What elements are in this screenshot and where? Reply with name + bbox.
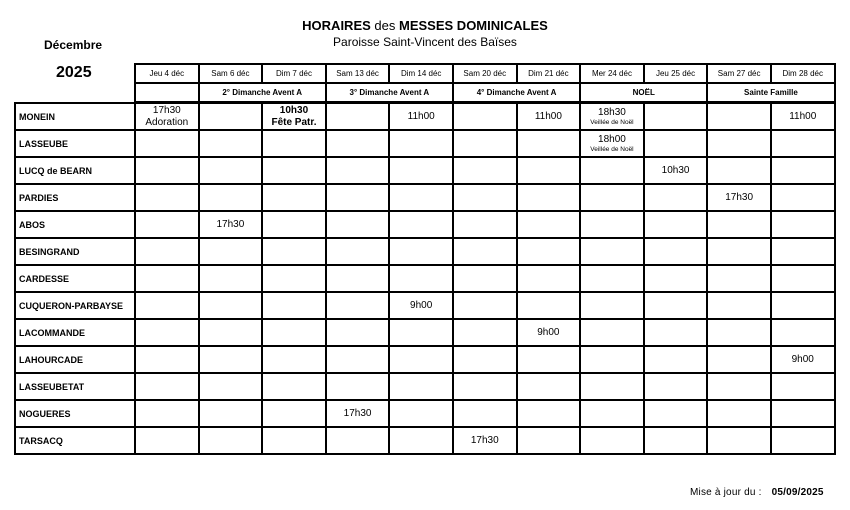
mass-time: 11h00: [407, 110, 435, 122]
mass-time-cell: [771, 184, 835, 211]
mass-time-cell: [517, 346, 581, 373]
mass-time-cell: [580, 211, 644, 238]
mass-time-cell: [517, 319, 581, 346]
mass-time-cell: [326, 130, 390, 157]
mass-time-cell: [199, 211, 263, 238]
mass-time: 10h30: [279, 104, 309, 116]
mass-time-cell: [453, 427, 517, 454]
mass-time-cell: [389, 103, 453, 130]
mass-time-cell: [389, 157, 453, 184]
mass-time-cell: [771, 346, 835, 373]
date-header-cell: Sam 13 déc: [326, 64, 390, 83]
mass-time-cell: [453, 265, 517, 292]
mass-time-cell: [517, 211, 581, 238]
mass-time-cell: [389, 427, 453, 454]
place-name-cell: LASSEUBE: [15, 130, 135, 157]
mass-time-cell: [262, 211, 326, 238]
mass-time-cell: [199, 292, 263, 319]
mass-time-cell: [199, 103, 263, 130]
mass-time-cell: [453, 373, 517, 400]
mass-time-cell: [326, 238, 390, 265]
mass-detail: Fête Patr.: [271, 116, 317, 128]
mass-time-cell: [580, 400, 644, 427]
place-name-cell: CUQUERON-PARBAYSE: [15, 292, 135, 319]
mass-time-cell: [707, 265, 771, 292]
place-name-cell: PARDIES: [15, 184, 135, 211]
mass-time-cell: [135, 346, 199, 373]
mass-note: Veillée de Noël: [590, 145, 634, 153]
mass-time-cell: [262, 157, 326, 184]
mass-time-cell: [771, 157, 835, 184]
mass-time-cell: [644, 292, 708, 319]
date-header-cell: Sam 6 déc: [199, 64, 263, 83]
place-name-cell: ABOS: [15, 211, 135, 238]
mass-time-cell: [262, 265, 326, 292]
schedule-table: [14, 102, 836, 455]
mass-time-cell: [199, 346, 263, 373]
mass-time-cell: [707, 427, 771, 454]
mass-time: 17h30: [725, 191, 754, 203]
mass-time-cell: [580, 184, 644, 211]
schedule-row: [15, 346, 835, 373]
mass-time-cell: [644, 130, 708, 157]
mass-time-cell: [644, 184, 708, 211]
mass-time-cell: [389, 184, 453, 211]
mass-time-cell: [389, 373, 453, 400]
schedule-row: [15, 157, 835, 184]
mass-time-cell: [707, 319, 771, 346]
mass-time-cell: [326, 157, 390, 184]
mass-time-cell: [517, 292, 581, 319]
schedule-row: [15, 103, 835, 130]
place-name-cell: TARSACQ: [15, 427, 135, 454]
mass-time-cell: [517, 103, 581, 130]
mass-time-cell: [517, 184, 581, 211]
mass-time-cell: [326, 373, 390, 400]
mass-time-cell: [453, 157, 517, 184]
mass-time-cell: [135, 319, 199, 346]
mass-time-cell: [644, 346, 708, 373]
mass-time-cell: [453, 292, 517, 319]
schedule-row: [15, 238, 835, 265]
mass-time-cell: [707, 211, 771, 238]
mass-time-cell: [580, 265, 644, 292]
schedule-row: [15, 427, 835, 454]
schedule-row: [15, 184, 835, 211]
mass-time-cell: [707, 292, 771, 319]
mass-time-cell: [326, 265, 390, 292]
mass-time-cell: [389, 238, 453, 265]
mass-time-cell: [262, 319, 326, 346]
place-name-cell: LUCQ de BEARN: [15, 157, 135, 184]
mass-time-cell: [453, 103, 517, 130]
feast-cell-noel: NOËL: [580, 83, 707, 102]
mass-time-cell: [389, 400, 453, 427]
mass-time-cell: [262, 373, 326, 400]
date-header-cell: Jeu 4 déc: [135, 64, 199, 83]
mass-time-cell: [771, 292, 835, 319]
feast-cell-blank: [135, 83, 199, 102]
mass-time-cell: [771, 130, 835, 157]
mass-time-cell: [644, 157, 708, 184]
mass-time-cell: [453, 400, 517, 427]
date-header-cell: Dim 21 déc: [517, 64, 581, 83]
mass-time-cell: [199, 265, 263, 292]
mass-time-cell: [644, 319, 708, 346]
mass-time-cell: [580, 238, 644, 265]
mass-time-cell: [707, 184, 771, 211]
title-rest-part: MESSES DOMINICALES: [399, 18, 548, 33]
mass-time: 9h00: [791, 353, 814, 365]
mass-time-cell: [453, 184, 517, 211]
mass-time-cell: [771, 373, 835, 400]
mass-time-cell: [262, 427, 326, 454]
mass-time-cell: [517, 400, 581, 427]
feast-cell-avent-3: 3° Dimanche Avent A: [326, 83, 453, 102]
mass-time-cell: [707, 346, 771, 373]
mass-time-cell: [326, 427, 390, 454]
mass-time-cell: [771, 103, 835, 130]
mass-time-cell: [644, 373, 708, 400]
mass-time: 17h30: [343, 407, 372, 419]
mass-time-cell: [135, 373, 199, 400]
mass-time-cell: [580, 157, 644, 184]
mass-time-cell: [517, 265, 581, 292]
mass-time-cell: [707, 130, 771, 157]
mass-time-cell: [644, 211, 708, 238]
schedule-row: [15, 373, 835, 400]
schedule-row: [15, 292, 835, 319]
mass-detail: Adoration: [145, 116, 189, 128]
page-subtitle: Paroisse Saint-Vincent des Baïses: [333, 35, 517, 49]
mass-time-cell: [707, 400, 771, 427]
mass-time-cell: [707, 238, 771, 265]
mass-time-cell: [389, 292, 453, 319]
date-header-cell: Dim 7 déc: [262, 64, 326, 83]
mass-time-cell: [199, 130, 263, 157]
mass-time-cell: [517, 373, 581, 400]
feast-cell-avent-4: 4° Dimanche Avent A: [453, 83, 580, 102]
mass-time-cell: [453, 130, 517, 157]
mass-time-cell: [771, 400, 835, 427]
title-bold-part: HORAIRES: [302, 18, 371, 33]
mass-time-cell: [199, 157, 263, 184]
mass-time-cell: [453, 346, 517, 373]
mass-time-cell: [135, 238, 199, 265]
mass-time: 10h30: [661, 164, 690, 176]
mass-time-cell: [453, 238, 517, 265]
mass-time: 18h30: [598, 106, 626, 118]
mass-time-cell: [199, 373, 263, 400]
mass-time-cell: [135, 400, 199, 427]
mass-time-cell: [580, 103, 644, 130]
mass-time-cell: [707, 157, 771, 184]
mass-time-cell: [135, 103, 199, 130]
feasts-row: [135, 83, 835, 102]
mass-time: 9h00: [410, 299, 433, 311]
mass-time-cell: [644, 103, 708, 130]
schedule-row: [15, 211, 835, 238]
mass-time: 17h30: [152, 104, 181, 116]
mass-time: 18h00: [598, 133, 626, 145]
schedule-row: [15, 319, 835, 346]
mass-time-cell: [135, 427, 199, 454]
mass-time-cell: [389, 130, 453, 157]
mass-time-cell: [580, 130, 644, 157]
mass-time-cell: [644, 238, 708, 265]
mass-time-cell: [135, 265, 199, 292]
mass-time-cell: [262, 400, 326, 427]
place-name-cell: BESINGRAND: [15, 238, 135, 265]
mass-time: 17h30: [470, 434, 499, 446]
mass-time-cell: [389, 319, 453, 346]
mass-time-cell: [580, 319, 644, 346]
mass-time-cell: [771, 265, 835, 292]
schedule-row: [15, 400, 835, 427]
date-header-cell: Jeu 25 déc: [644, 64, 708, 83]
place-name-cell: LASSEUBETAT: [15, 373, 135, 400]
mass-time-cell: [262, 292, 326, 319]
schedule-body: [15, 103, 835, 454]
year-label: 2025: [56, 64, 92, 81]
schedule-row: [15, 265, 835, 292]
mass-time-cell: [135, 184, 199, 211]
mass-time-cell: [326, 103, 390, 130]
mass-time-cell: [644, 265, 708, 292]
mass-time-cell: [580, 292, 644, 319]
mass-time-cell: [453, 319, 517, 346]
mass-time-cell: [199, 400, 263, 427]
mass-time-cell: [644, 400, 708, 427]
date-header-cell: Dim 14 déc: [389, 64, 453, 83]
schedule-row: [15, 130, 835, 157]
place-name-cell: NOGUERES: [15, 400, 135, 427]
title-light-part: des: [374, 18, 396, 33]
mass-time-cell: [644, 427, 708, 454]
mass-time-cell: [707, 103, 771, 130]
mass-time-cell: [326, 211, 390, 238]
mass-time: 11h00: [789, 110, 817, 122]
mass-time: 11h00: [534, 110, 562, 122]
date-header-cell: Mer 24 déc: [580, 64, 644, 83]
mass-time-cell: [199, 238, 263, 265]
feast-cell-avent-2: 2° Dimanche Avent A: [199, 83, 326, 102]
page-title: [0, 18, 850, 33]
mass-time-cell: [517, 427, 581, 454]
mass-time-cell: [199, 319, 263, 346]
mass-time-cell: [771, 427, 835, 454]
mass-time-cell: [517, 238, 581, 265]
mass-time-cell: [580, 427, 644, 454]
mass-time-cell: [262, 238, 326, 265]
mass-time-cell: [389, 265, 453, 292]
update-info: [690, 487, 824, 498]
month-label: Décembre: [44, 38, 103, 52]
mass-time: 17h30: [216, 218, 245, 230]
place-name-cell: LAHOURCADE: [15, 346, 135, 373]
mass-time-cell: [326, 319, 390, 346]
date-header-cell: Sam 27 déc: [707, 64, 771, 83]
mass-time-cell: [517, 157, 581, 184]
mass-time-cell: [262, 184, 326, 211]
mass-time-cell: [771, 319, 835, 346]
mass-time-cell: [135, 157, 199, 184]
date-header-cell: Sam 20 déc: [453, 64, 517, 83]
mass-time-cell: [135, 130, 199, 157]
place-name-cell: MONEIN: [15, 103, 135, 130]
feast-cell-sainte-famille: Sainte Famille: [707, 83, 834, 102]
mass-time-cell: [580, 373, 644, 400]
mass-time-cell: [199, 427, 263, 454]
mass-time-cell: [326, 292, 390, 319]
mass-time-cell: [517, 130, 581, 157]
mass-time-cell: [771, 238, 835, 265]
mass-time-cell: [580, 346, 644, 373]
date-header-cell: Dim 28 déc: [771, 64, 835, 83]
place-name-cell: CARDESSE: [15, 265, 135, 292]
schedule-header-table: [134, 63, 836, 103]
mass-time-cell: [389, 211, 453, 238]
mass-time-cell: [262, 346, 326, 373]
mass-time-cell: [262, 103, 326, 130]
mass-note: Veillée de Noël: [590, 118, 634, 126]
mass-time-cell: [453, 211, 517, 238]
mass-time-cell: [326, 184, 390, 211]
mass-time-cell: [135, 292, 199, 319]
mass-time-cell: [326, 346, 390, 373]
mass-time-cell: [326, 400, 390, 427]
mass-time-cell: [135, 211, 199, 238]
mass-time-cell: [389, 346, 453, 373]
mass-time-cell: [771, 211, 835, 238]
mass-time-cell: [199, 184, 263, 211]
mass-time-cell: [707, 373, 771, 400]
mass-time: 9h00: [537, 326, 560, 338]
place-name-cell: LACOMMANDE: [15, 319, 135, 346]
update-date: 05/09/2025: [771, 487, 824, 498]
mass-time-cell: [262, 130, 326, 157]
update-label: Mise à jour du :: [690, 487, 762, 498]
dates-row: [135, 64, 835, 83]
